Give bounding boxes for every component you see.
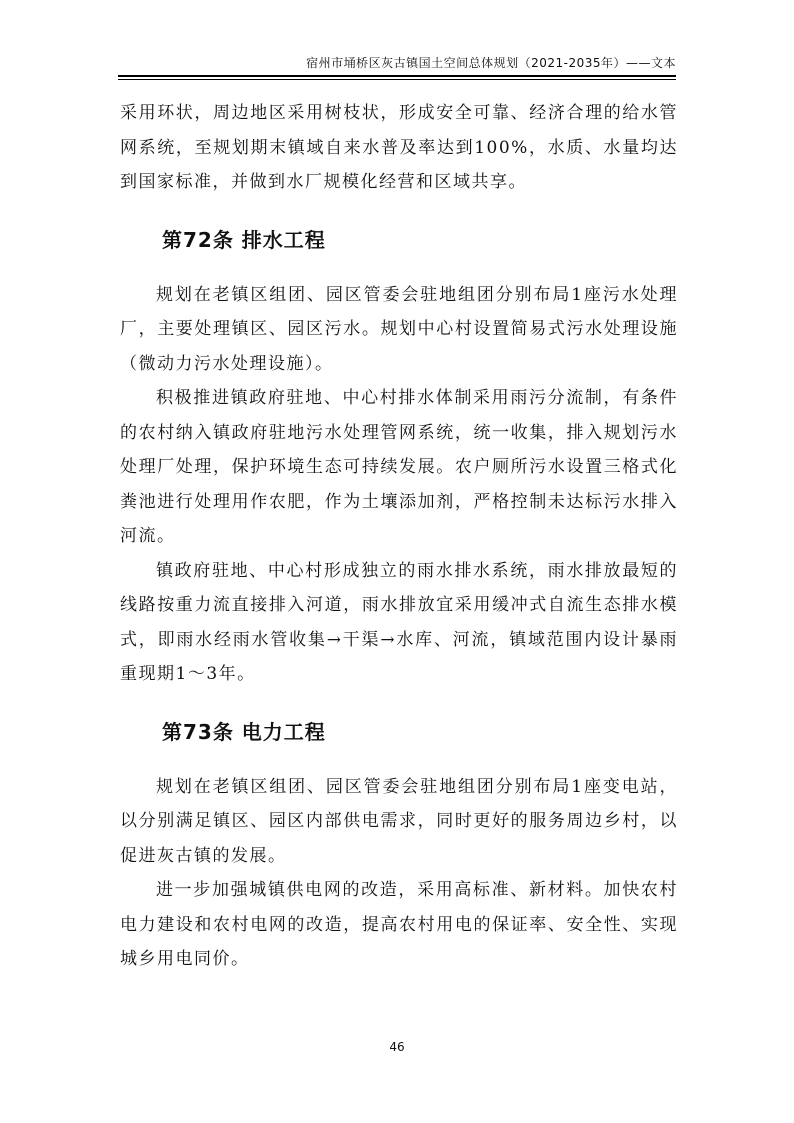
paragraph-power-1: 规划在老镇区组团、园区管委会驻地组团分别布局1座变电站，以分别满足镇区、园区内部供电需求，同时更好的服务周边乡村，以促进灰古镇的发展。 (120, 776, 678, 866)
paragraph-drainage-3: 镇政府驻地、中心村形成独立的雨水排水系统，雨水排放最短的线路按重力流直接排入河道，雨水排放宜采用缓冲式自流生态排水模式，即雨水经雨水管收集→干渠→水库、河流，镇域范围内设计暴雨重现期1～3年。 (120, 560, 678, 684)
section-heading-power: 第73条 电力工程 (162, 719, 326, 744)
page-number: 46 (389, 1040, 405, 1054)
paragraph-drainage-1: 规划在老镇区组团、园区管委会驻地组团分别布局1座污水处理厂，主要处理镇区、园区污水。规划中心村设置简易式污水处理设施（微动力污水处理设施）。 (120, 284, 678, 374)
paragraph-power-2: 进一步加强城镇供电网的改造，采用高标准、新材料。加快农村电力建设和农村电网的改造，提高农村用电的保证率、安全性、实现城乡用电同价。 (120, 880, 678, 969)
paragraph-water-supply-end: 采用环状，周边地区采用树枝状，形成安全可靠、经济合理的给水管网系统，至规划期末镇域自来水普及率达到100%，水质、水量均达到国家标准，并做到水厂规模化经营和区域共享。 (120, 103, 678, 192)
running-header: 宿州市埇桥区灰古镇国土空间总体规划（2021-2035年）——文本 (306, 56, 676, 70)
section-heading-drainage: 第72条 排水工程 (162, 227, 326, 252)
header-rule-thick (118, 75, 676, 77)
document-body (120, 96, 678, 977)
header-rule-thin (118, 79, 676, 80)
paragraph-drainage-2: 积极推进镇政府驻地、中心村排水体制采用雨污分流制，有条件的农村纳入镇政府驻地污水处理管网系统，统一收集，排入规划污水处理厂处理，保护环境生态可持续发展。农户厕所污水设置三格式化粪池进行处理用作农肥，作为土壤添加剂，严格控制未达标污水排入河流。 (120, 388, 678, 546)
